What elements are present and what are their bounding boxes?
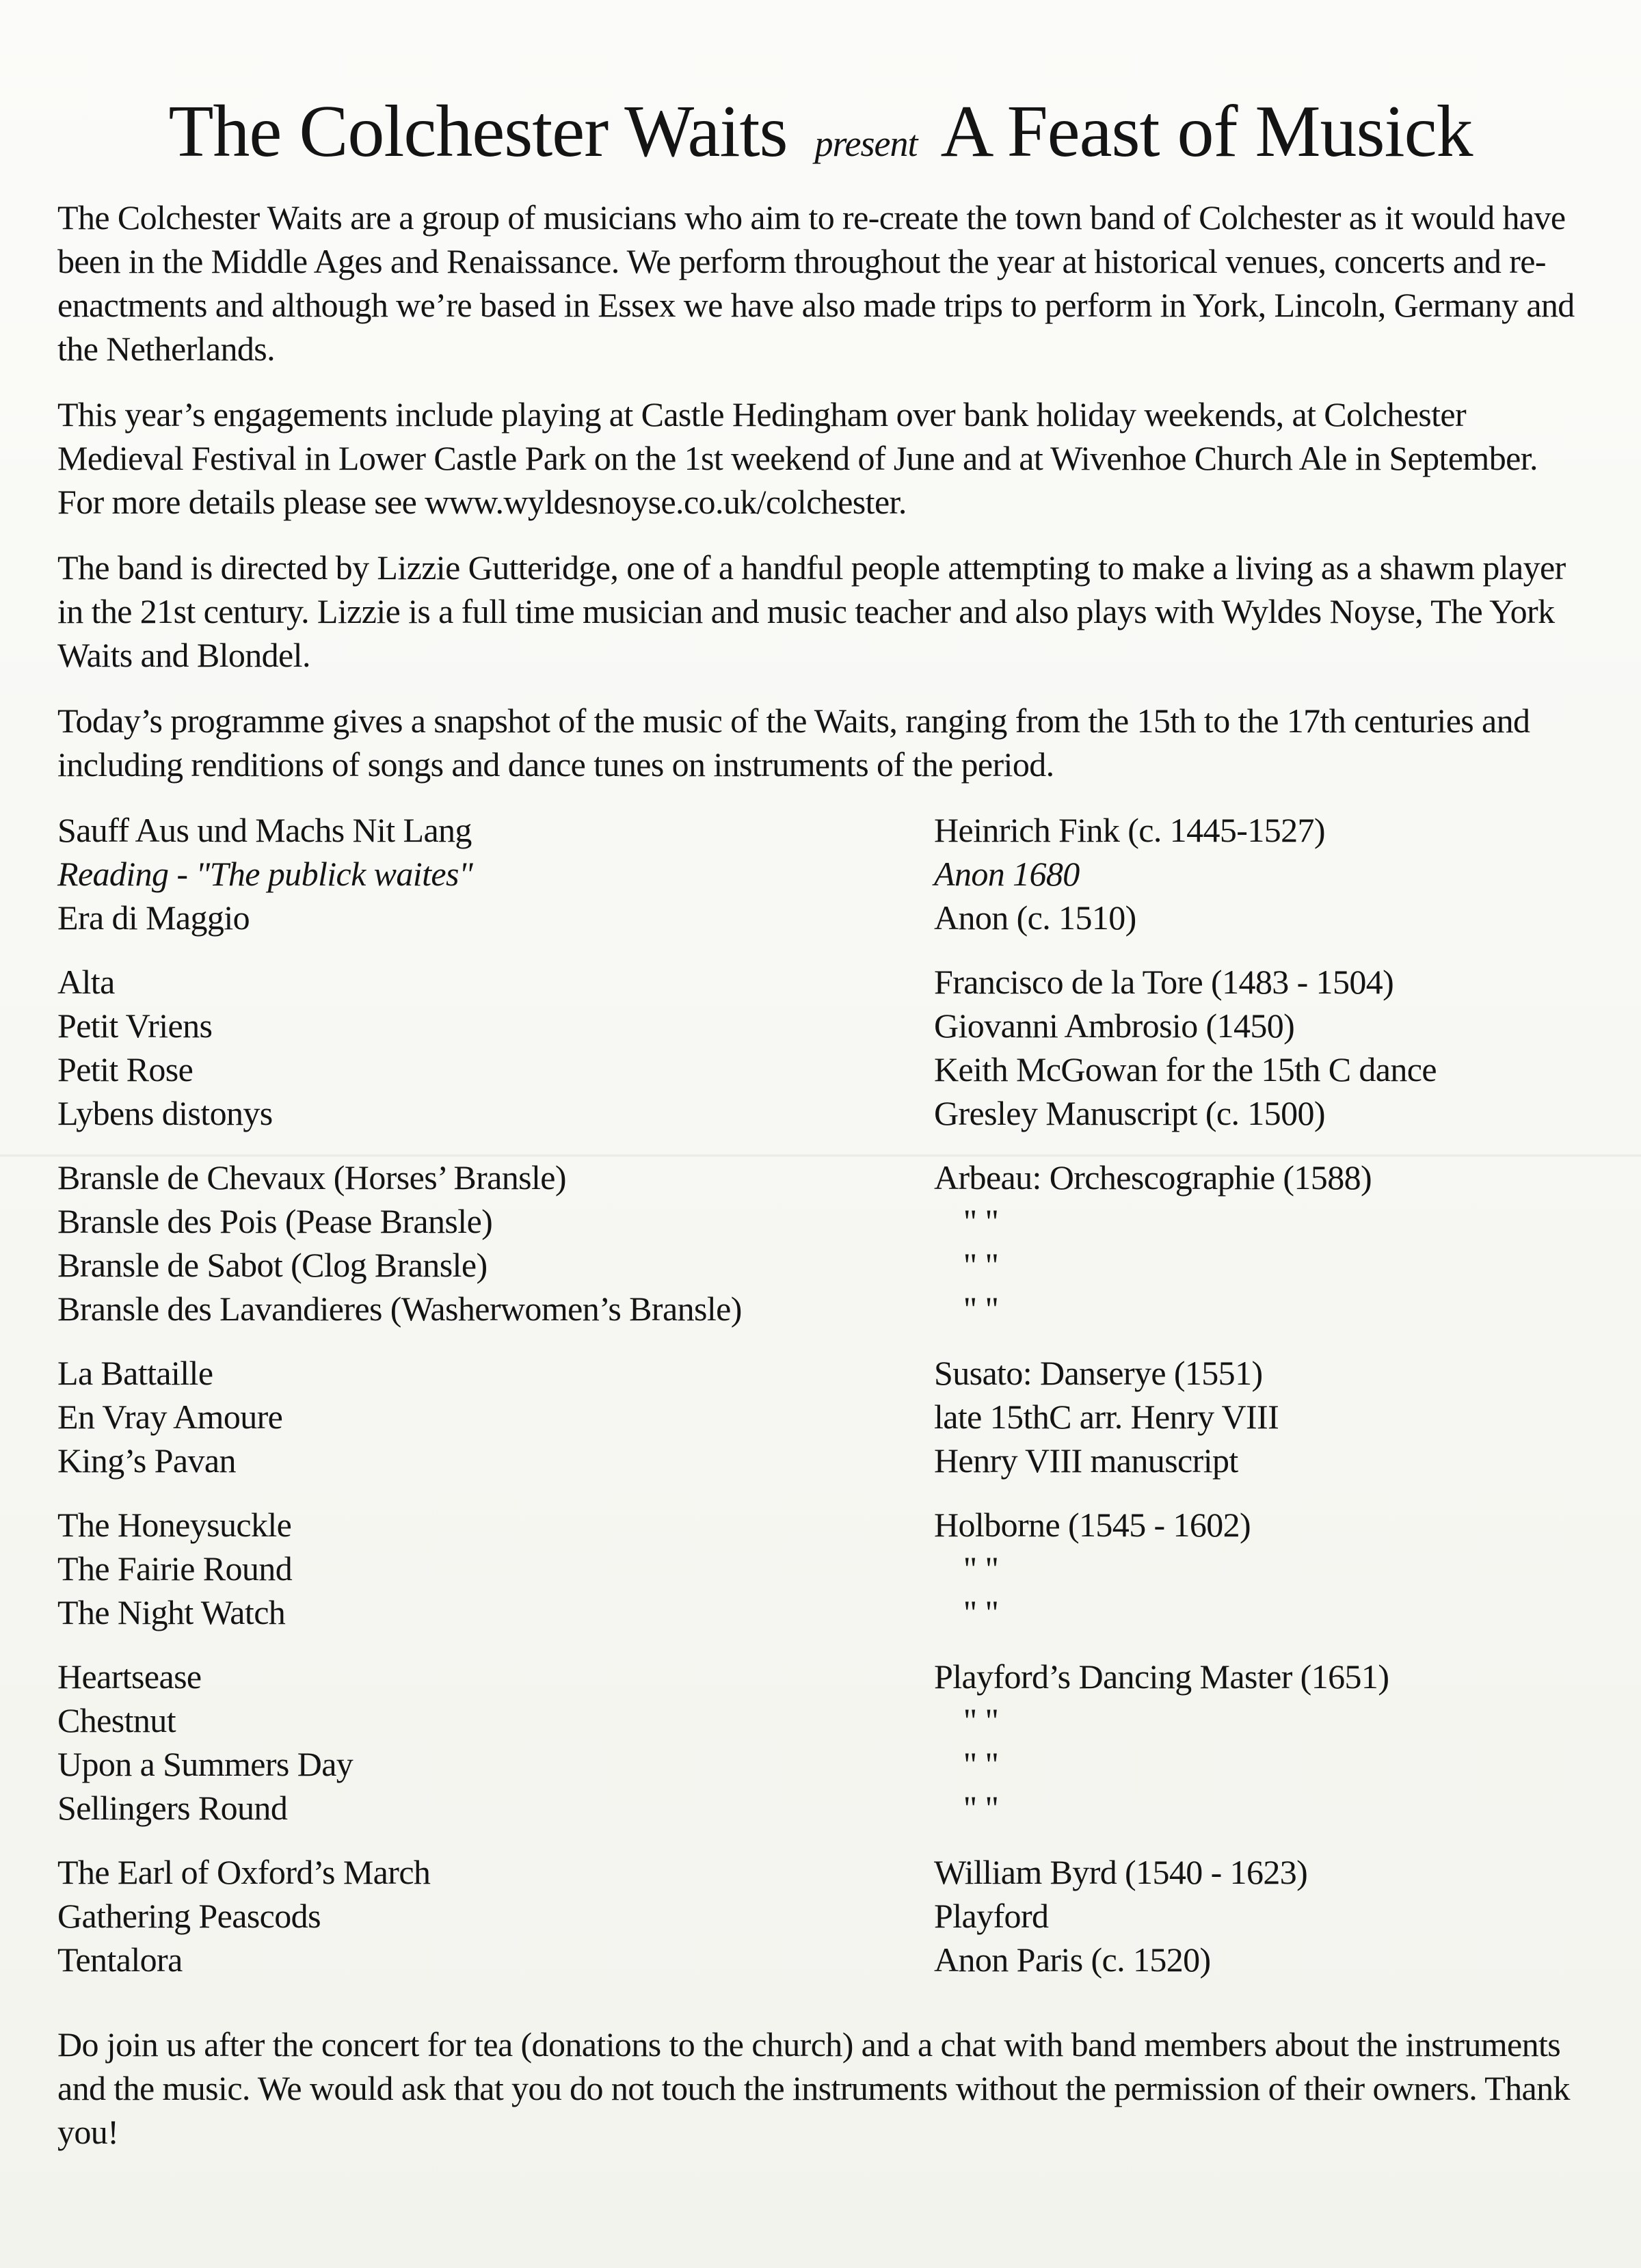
ditto-marks: " " — [963, 1290, 999, 1328]
piece-source: Susato: Danserye (1551) — [934, 1354, 1263, 1392]
piece-title: Tentalora — [57, 1940, 183, 1979]
piece-title: Chestnut — [57, 1701, 176, 1739]
piece-title: The Honeysuckle — [57, 1506, 292, 1544]
intro-section — [57, 196, 1589, 808]
piece-source: Anon (c. 1510) — [934, 898, 1136, 937]
ditto-marks: " " — [963, 1745, 999, 1783]
programme-row — [57, 1156, 1589, 1199]
piece-title: Reading - "The publick waites" — [57, 855, 473, 893]
programme-row — [57, 1590, 1589, 1634]
ditto-marks: " " — [963, 1701, 999, 1739]
piece-title: Gathering Peascods — [57, 1897, 321, 1935]
piece-title: Sellingers Round — [57, 1789, 288, 1827]
title-main: The Colchester Waits — [168, 91, 788, 172]
programme-row — [57, 1547, 1589, 1590]
ditto-marks: " " — [963, 1246, 999, 1284]
programme-row — [57, 1742, 1589, 1786]
piece-title: Bransle de Sabot (Clog Bransle) — [57, 1246, 488, 1284]
ditto-marks: " " — [963, 1202, 999, 1240]
title-event: A Feast of Musick — [940, 91, 1473, 172]
intro-paragraph: The Colchester Waits are a group of musicians who aim to re-create the town band of Colchester as it would have been in the Middle Ages and Renaissance. We perform throughout the year at historical venues, concerts and re-enactments and although we’re based in Essex we have also made trips to perform in York, Lincoln, Germany and the Netherlands. — [57, 198, 1575, 368]
programme-row — [57, 808, 1589, 852]
piece-source: Holborne (1545 - 1602) — [934, 1506, 1251, 1544]
programme-row — [57, 1287, 1589, 1331]
ditto-marks: " " — [963, 1593, 999, 1631]
programme-row — [57, 1351, 1589, 1395]
piece-source: Playford’s Dancing Master (1651) — [934, 1657, 1389, 1696]
piece-title: Lybens distonys — [57, 1094, 273, 1132]
ditto-marks: " " — [963, 1789, 999, 1827]
title-connector: present — [814, 123, 918, 164]
programme-list — [57, 808, 1589, 2002]
piece-title: King’s Pavan — [57, 1441, 236, 1480]
piece-source: Francisco de la Tore (1483 - 1504) — [934, 963, 1394, 1001]
piece-title: Petit Vriens — [57, 1006, 213, 1045]
piece-source: Keith McGowan for the 15th C dance — [934, 1050, 1437, 1089]
piece-title: The Earl of Oxford’s March — [57, 1853, 431, 1891]
piece-source: Heinrich Fink (c. 1445-1527) — [934, 811, 1325, 849]
programme-row — [57, 1395, 1589, 1439]
piece-source: Anon Paris (c. 1520) — [934, 1940, 1211, 1979]
intro-paragraph: The band is directed by Lizzie Gutteridge, one of a handful people attempting to make a living as a shawm player in the 21st century. Lizzie is a full time musician and music teacher and also plays with Wyldes Noyse, The York Waits and Blondel. — [57, 548, 1566, 674]
intro-paragraph: This year’s engagements include playing at Castle Hedingham over bank holiday weekends, at Colchester Medieval Festival in Lower Castle Park on the 1st weekend of June and at Wivenhoe Church Ale in September. For more details please see www.wyldesnoyse.co.uk/colchester. — [57, 395, 1538, 521]
programme-group — [57, 1850, 1589, 1982]
programme-row — [57, 1938, 1589, 1982]
programme-row — [57, 1850, 1589, 1894]
programme-row — [57, 1199, 1589, 1243]
piece-title: Heartsease — [57, 1657, 202, 1696]
piece-title: Upon a Summers Day — [57, 1745, 353, 1783]
programme-row — [57, 1655, 1589, 1698]
page-title — [0, 81, 1641, 195]
programme-row — [57, 1503, 1589, 1547]
piece-title: The Fairie Round — [57, 1549, 293, 1588]
piece-title: Era di Maggio — [57, 898, 250, 937]
programme-group — [57, 1655, 1589, 1830]
programme-row — [57, 1243, 1589, 1287]
ditto-marks: " " — [963, 1549, 999, 1588]
programme-group — [57, 1351, 1589, 1482]
piece-source: Henry VIII manuscript — [934, 1441, 1238, 1480]
programme-row — [57, 896, 1589, 939]
programme-row — [57, 1894, 1589, 1938]
piece-source: William Byrd (1540 - 1623) — [934, 1853, 1308, 1891]
piece-source: late 15thC arr. Henry VIII — [934, 1398, 1279, 1436]
piece-title: The Night Watch — [57, 1593, 286, 1631]
piece-source: Arbeau: Orchescographie (1588) — [934, 1158, 1372, 1197]
programme-row — [57, 960, 1589, 1004]
programme-group — [57, 808, 1589, 939]
piece-title: Sauff Aus und Machs Nit Lang — [57, 811, 472, 849]
programme-row — [57, 1698, 1589, 1742]
programme-row — [57, 852, 1589, 896]
programme-group — [57, 960, 1589, 1135]
programme-group — [57, 1503, 1589, 1634]
piece-title: Bransle des Pois (Pease Bransle) — [57, 1202, 493, 1240]
piece-source: Playford — [934, 1897, 1049, 1935]
piece-source: Giovanni Ambrosio (1450) — [934, 1006, 1295, 1045]
intro-paragraph: Today’s programme gives a snapshot of the music of the Waits, ranging from the 15th to the 17th centuries and including renditions of songs and dance tunes on instruments of the period. — [57, 702, 1530, 784]
piece-title: Bransle de Chevaux (Horses’ Bransle) — [57, 1158, 566, 1197]
piece-title: Petit Rose — [57, 1050, 194, 1089]
programme-row — [57, 1048, 1589, 1091]
closing-note: Do join us after the concert for tea (donations to the church) and a chat with band members about the instruments and the music. We would ask that you do not touch the instruments without the permission of their owners. Thank you! — [57, 2025, 1570, 2151]
piece-source: Gresley Manuscript (c. 1500) — [934, 1094, 1325, 1132]
piece-title: En Vray Amoure — [57, 1398, 283, 1436]
piece-title: La Battaille — [57, 1354, 213, 1392]
programme-row — [57, 1439, 1589, 1482]
programme-row — [57, 1091, 1589, 1135]
piece-title: Bransle des Lavandieres (Washerwomen’s Bransle) — [57, 1290, 742, 1328]
piece-title: Alta — [57, 963, 115, 1001]
programme-group — [57, 1156, 1589, 1331]
programme-row — [57, 1786, 1589, 1830]
programme-row — [57, 1004, 1589, 1048]
piece-source: Anon 1680 — [934, 855, 1080, 893]
